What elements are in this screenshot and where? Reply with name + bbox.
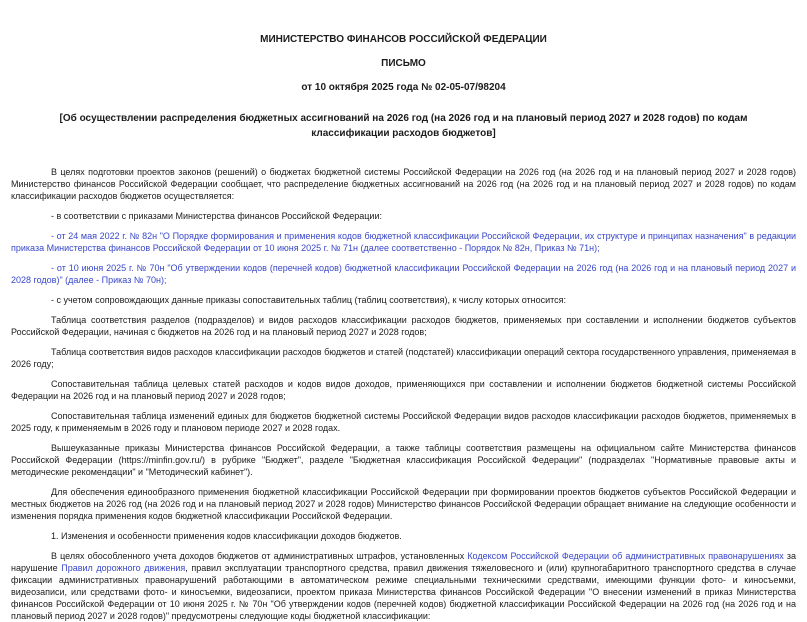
paragraph-purpose: В целях подготовки проектов законов (решений) о бюджетах бюджетной системы Российской Федерации на 2026 год (на 2026 год и на плановый период 2027 и 2028 годов) Министерство финансов Российской Федерации сообщает, что распределение бюджетных ассигнований на 2026 год (на 2026 год и на плановый период 2027 и 2028 годов) по кодам классификации расходов бюджетов осуществляется: (11, 167, 796, 201)
document-type: ПИСЬМО (381, 58, 426, 69)
paragraph-website-placement: Вышеуказанные приказы Министерства финансов Российской Федерации, а также таблицы соответствия размещены на официальном сайте Министерства финансов Российской Федерации (https://minfin.gov.ru/) в рубрике "Бюджет", разделе "Бюджетная классификация Российской Федерации" (подразделах "Нормативные правовые акты и методические рекомендации" и "Методический кабинет"). (11, 443, 796, 477)
paragraph-in-accordance: - в соответствии с приказами Министерства финансов Российской Федерации: (51, 211, 382, 221)
ministry-name: МИНИСТЕРСТВО ФИНАНСОВ РОССИЙСКОЙ ФЕДЕРАЦИИ (260, 34, 547, 45)
paragraph-table-sections: Таблица соответствия разделов (подразделов) и видов расходов классификации расходов бюджетов, применяемых при составлении и исполнении бюджетов субъектов Российской Федерации, начиная с бюджетов на 2026 год и на плановый период 2027 и 2028 годов; (11, 315, 796, 337)
paragraph-table-target-items: Сопоставительная таблица целевых статей расходов и кодов видов доходов, применяющихся при составлении и исполнении бюджетов бюджетной системы Российской Федерации на 2026 год и на плановый период 2027 и 2028 годов; (11, 379, 796, 401)
paragraph-administrative-fines (11, 550, 796, 622)
link-koap-code[interactable]: Кодексом Российской Федерации об административных правонарушениях (467, 551, 784, 561)
paragraph-section-1-heading: 1. Изменения и особенности применения кодов классификации доходов бюджетов. (51, 531, 402, 541)
text-segment: В целях обособленного учета доходов бюджетов от административных штрафов, установленных (51, 551, 468, 561)
document-header (11, 34, 796, 141)
paragraph-uniform-application: Для обеспечения единообразного применения бюджетной классификации Российской Федерации при формировании проектов бюджетов субъектов Российской Федерации и местных бюджетов на 2026 год (на 2026 год и на плановый период 2027 и 2028 годов) Министерство финансов Российской Федерации обращает внимание на следующие особенности и изменения порядка применения кодов бюджетной классификации Российской Федерации. (11, 487, 796, 521)
document-date-number: от 10 октября 2025 года № 02-05-07/98204 (301, 82, 506, 93)
paragraph-table-expense-types: Таблица соответствия видов расходов классификации расходов бюджетов и статей (подстатей) классификации операций сектора государственного управления, применяемая в 2026 году; (11, 347, 796, 369)
link-order-70n[interactable]: - от 10 июня 2025 г. № 70н "Об утверждении кодов (перечней кодов) бюджетной классификации Российской Федерации на 2026 год (на 2026 год и на плановый период 2027 и 2028 годов)" (далее - Приказ № 70н); (11, 263, 796, 285)
text-segment: за нарушение (11, 551, 796, 573)
document-subject: [Об осуществлении распределения бюджетных ассигнований на 2026 год (на 2026 год и на плановый период 2027 и 2028 годов) по кодам классификации расходов бюджетов] (59, 113, 748, 139)
text-segment: , правил эксплуатации транспортного средства, правил движения тяжеловесного и (или) крупногабаритного транспортного средства в случае фиксации административных правонарушений работающими в автоматическом режиме специальными техническими средствами, имеющими функции фото- и киносъемки, видеозаписи, или средствами фото- и киносъемки, видеозаписи, проектом приказа Министерства финансов Российской Федерации "О внесении изменений в приказ Министерства финансов Российской Федерации от 10 июня 2025 г. № 70н "Об утверждении кодов (перечней кодов) бюджетной классификации Российской Федерации на 2026 год (на 2026 год и на плановый период 2027 и 2028 годов)" предусмотрены следующие коды бюджетной классификации: (11, 563, 796, 621)
document-body (11, 166, 796, 622)
paragraph-table-changes: Сопоставительная таблица изменений единых для бюджетов бюджетной системы Российской Федерации видов расходов классификации расходов бюджетов, применяемых в 2025 году, к применяемым в 2026 году и плановом периоде 2027 и 2028 годах. (11, 411, 796, 433)
link-traffic-rules[interactable]: Правил дорожного движения (61, 563, 186, 573)
paragraph-correspondence-tables-intro: - с учетом сопровождающих данные приказы сопоставительных таблиц (таблиц соответствия), к числу которых относится: (51, 295, 567, 305)
link-order-82n[interactable]: - от 24 мая 2022 г. № 82н "О Порядке формирования и применения кодов бюджетной классификации Российской Федерации, их структуре и принципах назначения" в редакции приказа Министерства финансов Российской Федерации от 10 июня 2025 г. № 71н (далее соответственно - Порядок № 82н, Приказ № 71н); (11, 231, 796, 253)
